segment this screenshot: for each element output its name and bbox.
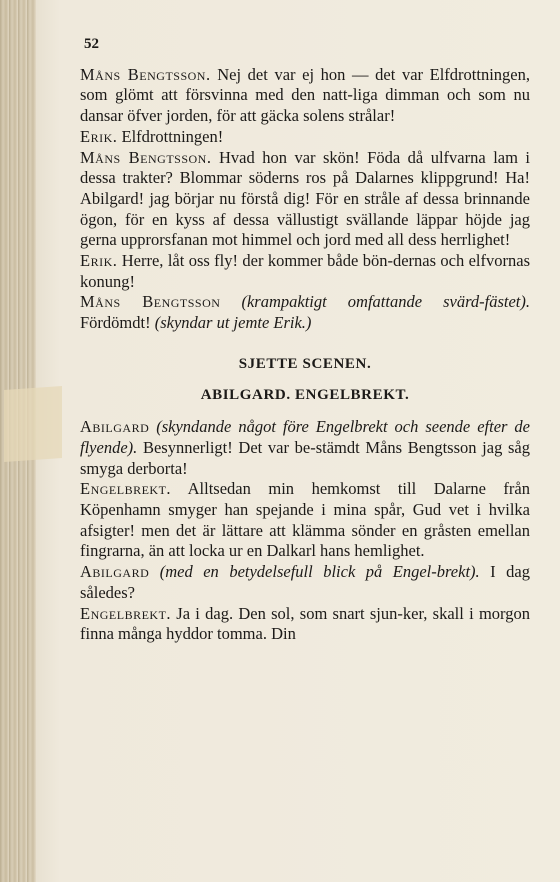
paper-tab xyxy=(4,386,62,462)
speaker-name: Engelbrekt. xyxy=(80,603,172,623)
dialogue-text: Nej det var ej hon — det var Elfdrottningen, som glömt att försvinna med den natt-liga dimman och som nu dansar öfver jorden, för att gäcka solens strålar! xyxy=(80,64,530,126)
dialogue-line xyxy=(80,417,530,479)
dialogue-text: Elfdrottningen! xyxy=(117,126,224,146)
dialogue-line xyxy=(80,562,530,603)
dialogue-text: Besynnerligt! Det var be-stämdt Måns Bengtsson jag såg smyga derborta! xyxy=(80,437,530,478)
dialogue-line xyxy=(80,604,530,645)
stage-direction: (skyndar ut jemte Erik.) xyxy=(154,313,312,333)
stage-direction: (krampaktigt omfattande svärd-fästet). xyxy=(220,292,530,312)
speaker-name: Måns Bengtsson. xyxy=(80,64,211,84)
stage-direction: (med en betydelsefull blick på Engel-brekt). xyxy=(149,562,480,582)
dialogue-line xyxy=(80,148,530,252)
dialogue-line xyxy=(80,251,530,292)
dialogue-text: Herre, låt oss fly! der kommer både bön-dernas och elfvornas konung! xyxy=(80,251,530,291)
speaker-name: Erik. xyxy=(80,251,118,271)
speaker-name: Erik. xyxy=(80,126,118,146)
dialogue-text: Hvad hon var skön! Föda då ulfvarna lam i dessa trakter? Blommar söderns ros på Dalarnes klippgrund! Ha! Abilgard! jag börjar nu förstå dig! För en stråle af dessa brinnande ögon, för en kyss af dessa vällustigt svällande läppar höjde jag gerna upprorsfanan mot himmel och jord med all dess herrlighet! xyxy=(80,147,531,250)
scene-persons: ABILGARD. ENGELBREKT. xyxy=(200,386,410,403)
dialogue-line xyxy=(80,292,530,333)
dialogue-line xyxy=(80,65,530,127)
dialogue-text: Ja i dag. Den sol, som snart sjun-ker, skall i morgon finna många hyddor tomma. Din xyxy=(80,603,530,644)
dialogue-text: Fördömdt! xyxy=(80,313,155,333)
page-number: 52 xyxy=(84,36,99,52)
speaker-name: Engelbrekt. xyxy=(80,479,172,499)
page-text xyxy=(80,34,530,645)
speaker-name: Måns Bengtsson. xyxy=(80,147,212,167)
dialogue-text: I dag således? xyxy=(80,562,530,602)
speaker-name: Abilgard xyxy=(80,417,150,437)
dialogue-line xyxy=(80,479,530,562)
speaker-name: Måns Bengtsson xyxy=(80,292,221,312)
stage-direction: (skyndande något före Engelbrekt och seende efter de flyende). xyxy=(80,417,530,457)
dialogue-line xyxy=(80,127,530,148)
dialogue-text: Alltsedan min hemkomst till Dalarne från Köpenhamn smyger han spejande i mina spår, Gud vet i hvilka afsigter! men det är lättare att klämma sönder en gråsten emellan fingrarna, än att locka ur en Dalkarl hans hemlighet. xyxy=(80,479,530,561)
scene-title: SJETTE SCENEN. xyxy=(238,355,372,372)
speaker-name: Abilgard xyxy=(80,562,150,582)
